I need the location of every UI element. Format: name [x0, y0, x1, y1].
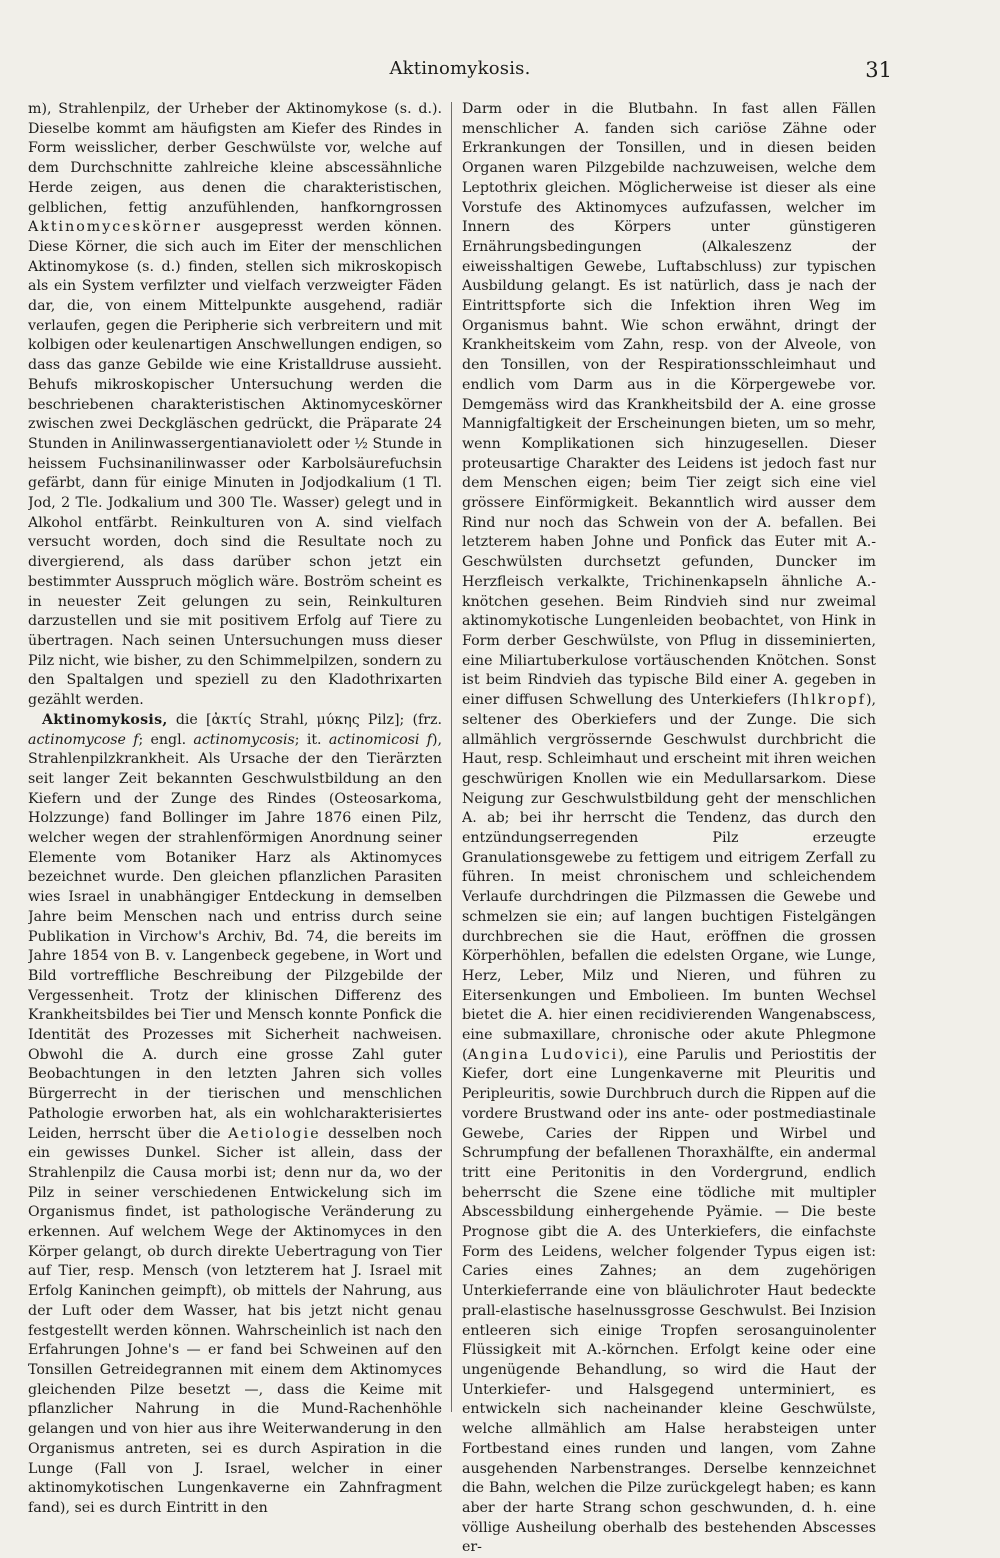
right-text-1: Darm oder in die Blutbahn. In fast allen Fällen menschlicher A. fanden sich cariöse Zähne oder Erkrankungen der Tonsillen, und in diesen beiden Organen waren Pilzgebilde nachzuweisen, welche dem Leptothrix gleichen. Möglicherweise ist dieser als eine Vorstufe des Aktinomyces aufzufassen, welcher im Innern des Körpers unter günstigeren Ernährungsbedingungen (Alkaleszenz der eiweisshaltigen Gewebe, Luftabschluss) zur typischen Ausbildung gelangt. Es ist natürlich, dass je nach der Eintrittspforte sich die Infektion ihren Weg im Organismus bahnt. Wie schon erwähnt, dringt der Krankheitskeim vom Zahn, resp. von der Alveole, von den Tonsillen, von der Respirationsschleimhaut und endlich vom Darm aus in die Körpergewebe vor. Demgemäss wird das Krankheitsbild der A. eine grosse Mannigfaltigkeit der Erscheinungen bieten, um so mehr, wenn Komplikationen sich hinzugesellen. Dieser proteusartige Charakter des Leidens ist jedoch fast nur dem Menschen eigen; beim Tier zeigt sich eine viel grössere Einförmigkeit. Bekanntlich wird ausser dem Rind nur noch das Schwein von der A. befallen. Bei letzterem haben Johne und Ponfick das Euter mit A.-Geschwülsten durchsetzt gefunden, Duncker im Herzfleisch verkalkte, Trichinenkapseln ähnliche A.-knötchen gesehen. Beim Rindvieh sind nur zweimal aktinomykotische Lungenleiden beobachtet, von Hink in Form derber Geschwülste, von Pflug in disseminierten, eine Miliartuberkulose vortäuschenden Knötchen. Sonst ist beim Rindvieh das typische Bild einer A. gegeben in einer diffusen Schwellung des Unterkiefers (: [462, 101, 876, 709]
column-divider: [451, 102, 452, 1412]
italian-term: actinomicosi f: [328, 731, 432, 748]
continuation-text-tail: ausgepresst werden können. Diese Körner, die sich auch im Eiter der menschlichen Aktinomykose (s. d.) finden, stellen sich mikroskopisch als ein System verfilzter und vielfach verzweigter Fäden dar, die, von einem Mittelpunkte ausgehend, radiär verlaufen, gegen die Peripherie sich verbreitern und mit kolbigen oder keulenartigen Anschwellungen endigen, so dass das ganze Gebilde wie eine Kristalldruse aussieht. Behufs mikroskopischer Untersuchung werden die beschriebenen charakteristischen Aktinomyceskörner zwischen zwei Deckgläschen gedrückt, die Präparate 24 Stunden in Anilinwassergentianaviolett oder ½ Stunde in heissem Fuchsinanilinwasser oder Karbolsäurefuchsin gefärbt, dann für einige Minuten in Jodjodkalium (1 Tl. Jod, 2 Tle. Jodkalium und 300 Tle. Wasser) gelegt und in Alkohol entfärbt. Reinkulturen von A. sind vielfach versucht worden, doch sind die Resultate noch zu divergierend, als dass darüber schon jetzt ein bestimmter Ausspruch möglich wäre. Boström scheint es in neuester Zeit gelungen zu sein, Reinkulturen darzustellen und sie mit positivem Erfolg auf Tiere zu übertragen. Nach seinen Untersuchungen muss dieser Pilz nicht, wie bisher, zu den Schimmelpilzen, sondern zu den Spaltalgen und speziell zu den Kladothrixarten gezählt werden.: [28, 219, 442, 709]
entry-sep-1: ; engl.: [138, 731, 187, 748]
spaced-term: Aktinomyceskörner: [28, 219, 203, 236]
right-column: [462, 100, 876, 1558]
right-text-2: ), seltener des Oberkiefers und der Zunge. Die sich allmählich vergrössernde Geschwulst durchbricht die Haut, resp. Schleimhaut und erscheint mit ihren weichen geschwürigen Knollen wie ein Medullarsarkom. Diese Neigung zur Geschwulstbildung geht der menschlichen A. ab; bei ihr herrscht die Tendenz, das durch den entzündungserregenden Pilz erzeugte Granulationsgewebe zu fettigem und eitrigem Zerfall zu führen. In meist chronischem und schleichendem Verlaufe durchdringen die Pilzmassen die Gewebe und schmelzen sie ein; auf langen buchtigen Fistelgängen durchbrechen sie die Haut, eröffnen die grossen Körperhöhlen, befallen die edelsten Organe, wie Lunge, Herz, Leber, Milz und Nieren, und führen zu Eitersenkungen und Embolieen. Im bunten Wechsel bietet die A. hier einen recidivierenden Wangenabscess, eine submaxillare, chronische oder akute Phlegmone (: [462, 692, 876, 1063]
entry-aktinomykosis: [28, 711, 442, 1519]
right-text-3: ), eine Parulis und Periostitis der Kiefer, dort eine Lungenkaverne mit Pleuritis und Peripleuritis, sowie Durchbruch durch die Rippen auf die vordere Brustwand oder ins ante- oder postmediastinale Gewebe, Caries der Rippen und Wirbel und Schrumpfung der befallenen Thoraxhälfte, ein andermal tritt eine Peritonitis in den Vordergrund, endlich beherrscht die Szene eine tödliche mit multipler Abscessbildung einhergehende Pyämie. — Die beste Prognose gibt die A. des Unterkiefers, die einfachste Form des Leidens, welcher folgender Typus eigen ist: Caries eines Zahnes; an dem zugehörigen Unterkieferrande eine von bläulichroter Haut bedeckte prall-elastische haselnussgrosse Geschwulst. Bei Inzision entleeren sich einige Tropfen serosanguinolenter Flüssigkeit mit A.-körnchen. Erfolgt keine oder eine ungenügende Behandlung, so wird die Haut der Unterkiefer- und Halsgegend unterminiert, es entwickeln sich nacheinander kleine Geschwülste, welche allmählich am Halse herabsteigen unter Fortbestand eines runden und langen, vom Zahne ausgehenden Narbenstranges. Derselbe kennzeichnet die Bahn, welchen die Pilze zurückgelegt haben; es kann aber der harte Strang schon geschwunden, d. h. eine völlige Ausheilung oberhalb des bestehenden Abscesses er-: [462, 1046, 876, 1556]
continuation-text: m), Strahlenpilz, der Urheber der Aktinomykose (s. d.). Dieselbe kommt am häufigsten am Kiefer des Rindes in Form weisslicher, derber Geschwülste vor, welche auf dem Durchschnitte zahlreiche kleine abscessähnliche Herde zeigen, aus denen die charakteristischen, gelblichen, fettig anzufühlenden, hanfkorngrossen: [28, 101, 442, 216]
french-term: actinomycose f: [28, 731, 139, 748]
entry-body-continued: desselben noch ein gewisses Dunkel. Sicher ist allein, dass der Strahlenpilz die Causa morbi ist; denn nur da, wo der Pilz in seiner verschiedenen Entwickelung sich im Organismus findet, ist pathologische Veränderung zu erkennen. Auf welchem Wege der Aktinomyces in den Körper gelangt, ob durch direkte Uebertragung von Tier auf Tier, resp. Mensch (von letzterem hat J. Israel mit Erfolg Kaninchen geimpft), ob mittels der Nahrung, aus der Luft oder dem Wasser, hat bis jetzt nicht genau festgestellt werden können. Wahrscheinlich ist nach den Erfahrungen Johne's — er fand bei Schweinen auf den Tonsillen Getreidegrannen mit einem dem Aktinomyces gleichenden Pilze besetzt —, dass die Keime mit pflanzlicher Nahrung in die Mund-Rachenhöhle gelangen und von hier aus ihre Weiterwanderung in den Organismus antreten, sei es durch Aspiration in die Lunge (Fall von J. Israel, welcher in einer aktinomykotischen Lungenkaverne ein Zahnfragment fand), sei es durch Eintritt in den: [28, 1125, 442, 1516]
spaced-term-angina: Angina Ludovici: [467, 1046, 619, 1063]
left-column: [28, 100, 442, 1519]
running-title: Aktinomykosis.: [389, 58, 531, 79]
entry-continuation: [28, 100, 442, 711]
entry-body: ), Strahlenpilzkrankheit. Als Ursache der den Tierärzten seit langer Zeit bekannten Geschwulstbildung an den Kiefern und der Zunge des Rindes (Osteosarkoma, Holzzunge) fand Bollinger im Jahre 1876 einen Pilz, welcher wegen der strahlenförmigen Anordnung seiner Elemente vom Botaniker Harz als Aktinomyces bezeichnet wurde. Den gleichen pflanzlichen Parasiten wies Israel in unabhängiger Entdeckung in demselben Jahre beim Menschen nach und entriss durch seine Publikation in Virchow's Archiv, Bd. 74, die bereits im Jahre 1854 von B. v. Langenbeck gegebene, in Wort und Bild vortreffliche Beschreibung der Pilzgebilde der Vergessenheit. Trotz der klinischen Differenz des Krankheitsbildes bei Tier und Mensch konnte Ponfick die Identität des Prozesses mit Sicherheit nachweisen. Obwohl die A. durch eine grosse Zahl guter Beobachtungen in den letzten Jahren sich volles Bürgerrecht in der tierischen und menschlichen Pathologie erworben hat, als ein wohlcharakterisiertes Leiden, herrscht über die: [28, 731, 442, 1142]
english-term: actinomycosis: [193, 731, 295, 748]
spaced-term-aetiologie: Aetiologie: [228, 1125, 321, 1142]
headword: Aktinomykosis,: [42, 711, 168, 728]
spaced-term-ihlkropf: Ihlkropf: [792, 692, 866, 709]
page-number: 31: [865, 58, 892, 82]
entry-sep-2: ; it.: [294, 731, 322, 748]
etymology: die [ἀκτίς Strahl, μύκης Pilz]; (frz.: [175, 711, 442, 728]
right-column-text: [462, 100, 876, 1558]
